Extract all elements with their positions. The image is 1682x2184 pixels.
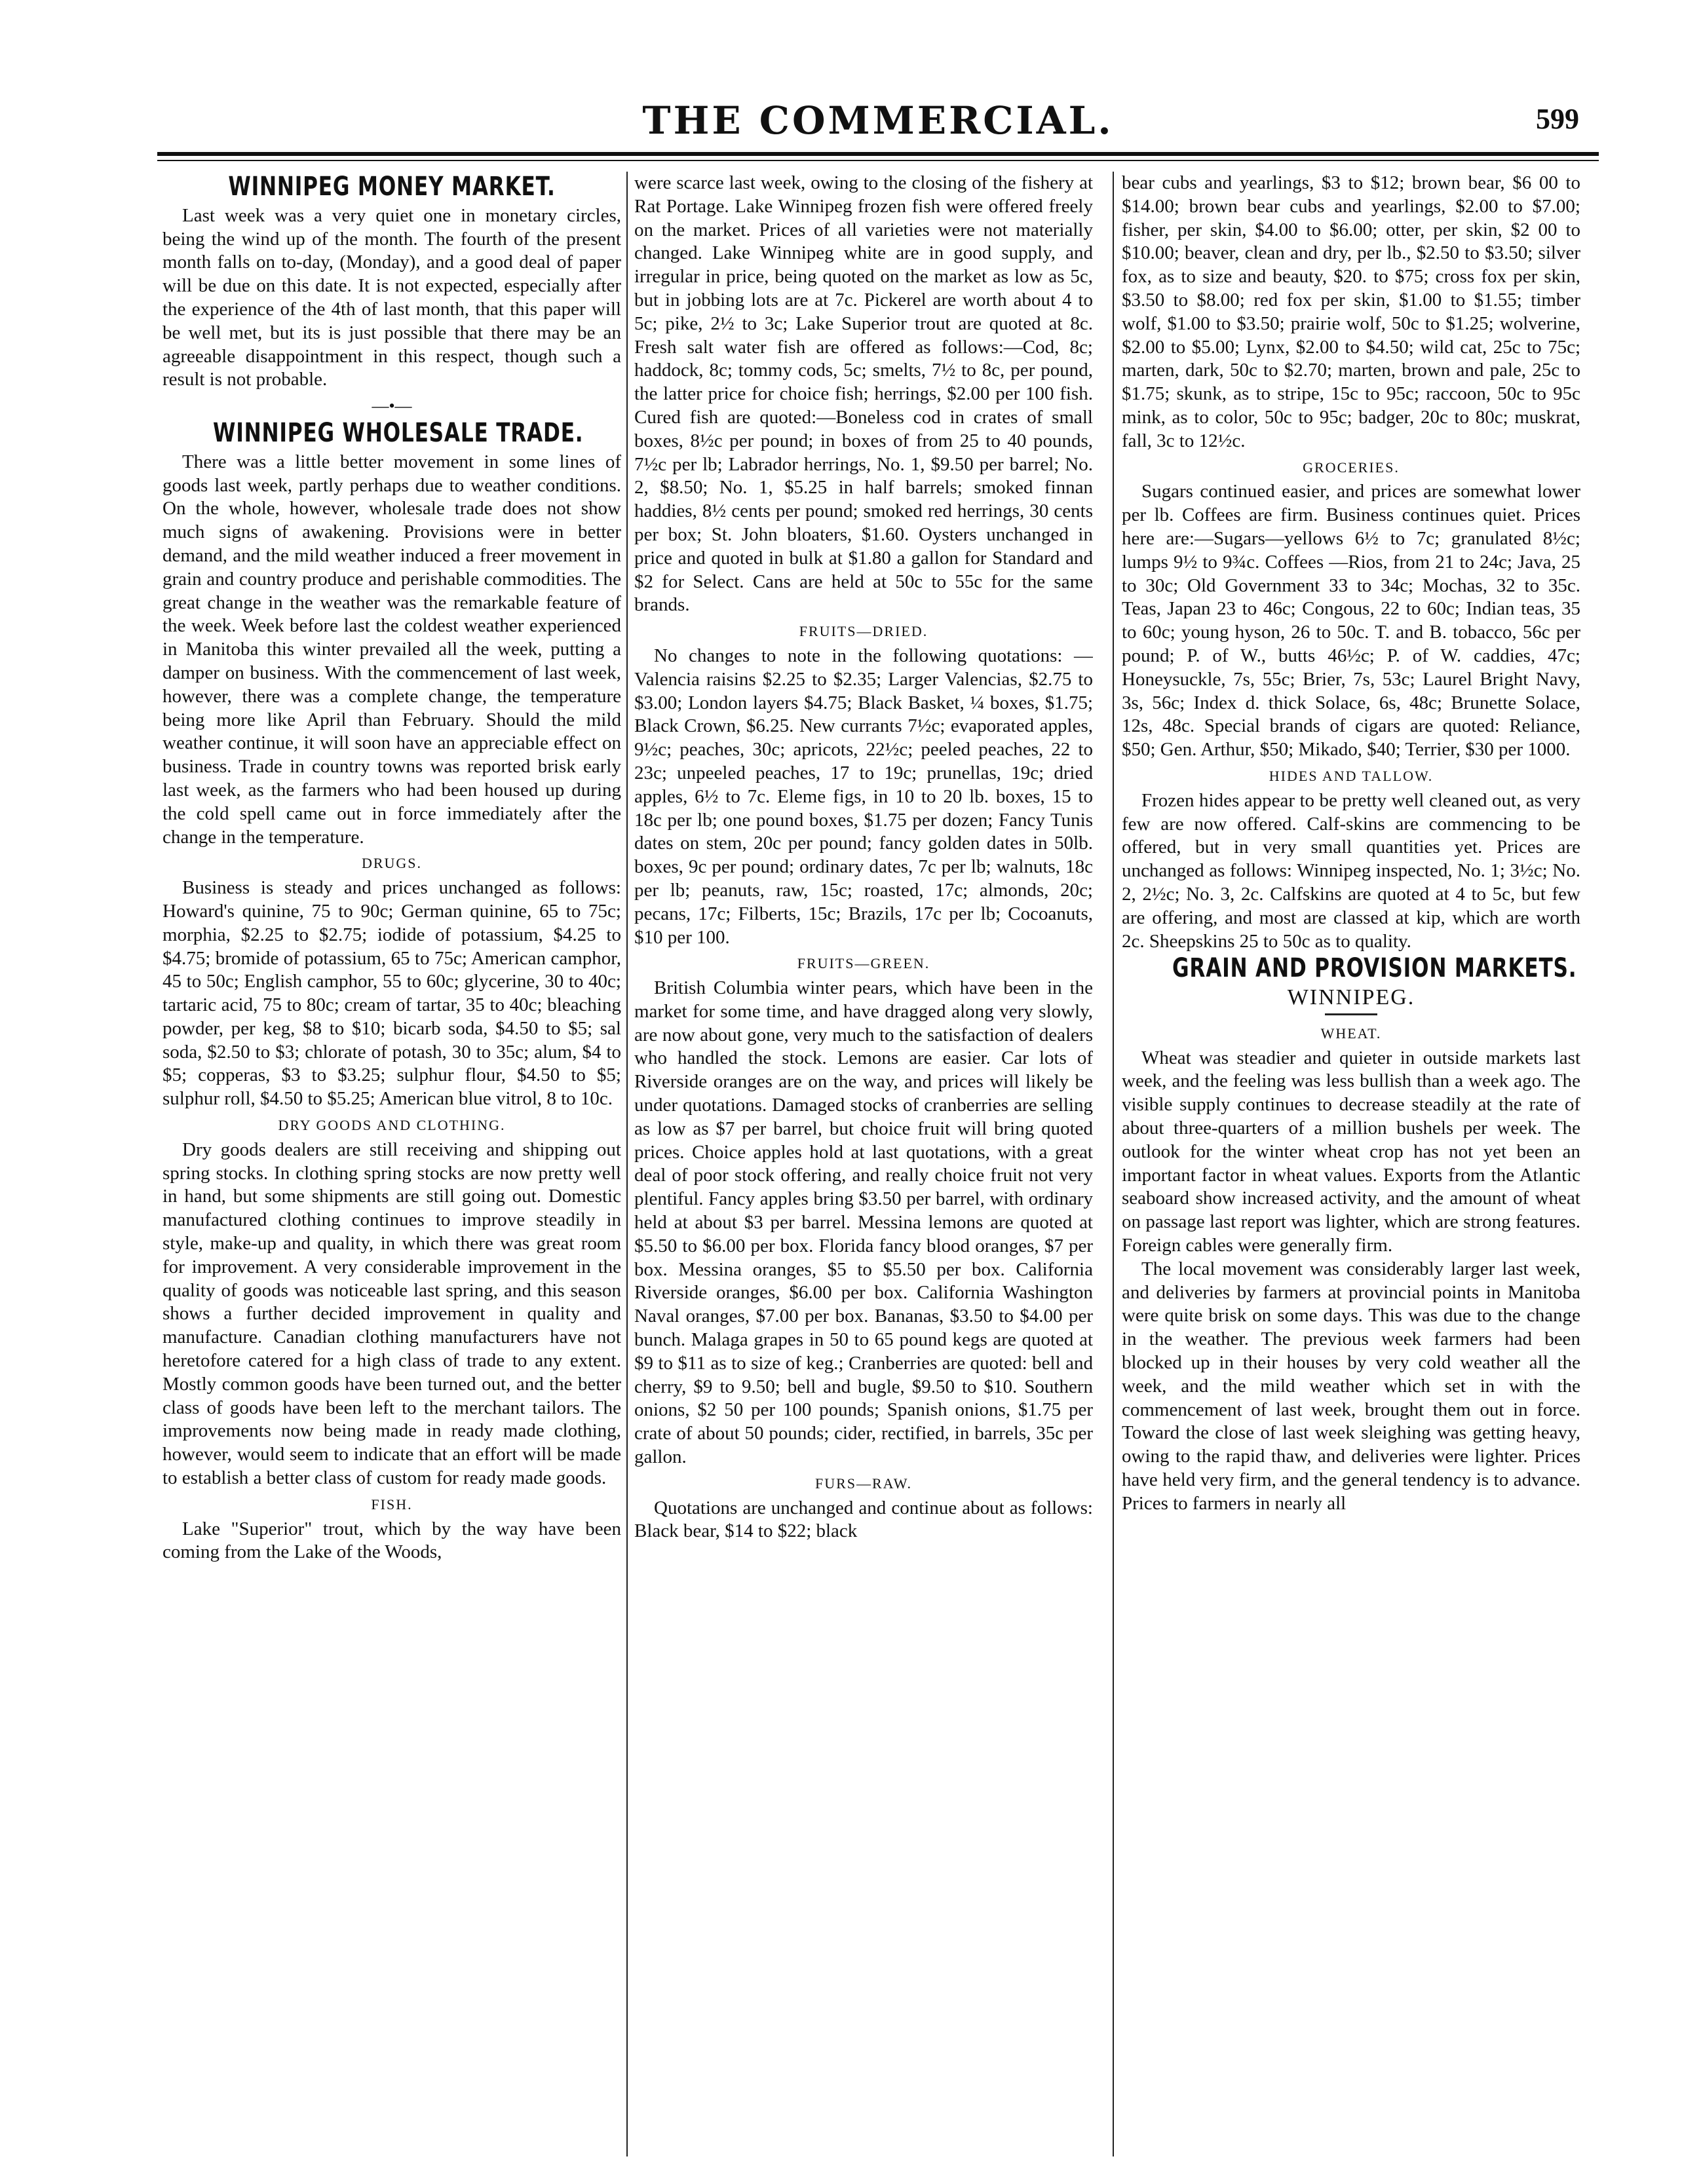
heading-grain-markets: GRAIN AND PROVISION MARKETS. <box>1172 953 1577 984</box>
ornament-divider: —•— <box>372 396 412 416</box>
paragraph: Sugars continued easier, and prices are somewhat lower per lb. Coffees are firm. Business continues quiet. Prices here are:—Sugars—yellows 6½ to 7c; granulated 8½c; lumps 9½ to 9¾c. Coffees —Rios, from 21 to 24c; Java, 25 to 30c; Old Government 33 to 34c; Mochas, 32 to 35c. Teas, Japan 23 to 46c; Congous, 22 to 60c; Indian teas, 35 to 60c; young hyson, 26 to 50c. T. and B. tobacco, 56c per pound; P. of W., butts 46½c; P. of W. caddies, 47c; Honeysuckle, 7s, 55c; Brier, 7s, 53c; Laurel Bright Navy, 3s, 56c; Index d. thick Solace, 6s, 48c; Brunette Solace, 12s, 48c. Special brands of cigars are quoted: Reliance, $50; Gen. Arthur, $50; Mikado, $40; Terrier, $30 per 1000. <box>1122 481 1580 761</box>
masthead-rule <box>157 152 1599 156</box>
column-divider <box>1113 172 1114 2156</box>
paragraph: No changes to note in the following quotations: — Valencia raisins $2.25 to $2.35; Larger Valencias, $2.75 to $3.00; London layers $4.75; Black Basket, ¼ boxes, $1.75; Black Crown, $6.25. New currants 7½c; evaporated apples, 9½c; peaches, 30c; apricots, 22½c; peeled peaches, 22 to 23c; unpeeled peaches, 17 to 19c; prunellas, 19c; dried apples, 6½ to 7c. Eleme figs, in 10 to 20 lb. boxes, 15 to 18c per lb; one pound boxes, $1.75 per dozen; Fancy Tunis dates on stem, 20c per pound; fancy golden dates in 50lb. boxes, 9c per pound; ordinary dates, 7c per lb; walnuts, 18c per lb; peanuts, raw, 15c; roasted, 17c; almonds, 20c; pecans, 17c; Filberts, 15c; Brazils, 17c per lb; Cocoanuts, $10 per 100. <box>634 645 1093 948</box>
column-divider <box>626 172 628 2156</box>
place-heading: WINNIPEG. <box>1287 985 1415 1010</box>
subheading-fruits-dried: FRUITS—DRIED. <box>799 623 928 640</box>
paragraph: Dry goods dealers are still receiving and shipping out spring stocks. In clothing spring stocks are now pretty well in hand, but some shipments are still going out. Domestic manufactured clothing continues to improve steadily in style, make-up and quality, in which there was great room for improvement. A very considerable improvement in the quality of goods was noticeable last spring, and this season shows a further decided improvement in quality and manufacture. Canadian clothing manufacturers have not heretofore catered for a high class of trade to any extent. Mostly common goods have been turned out, and the better class of goods have been left to the merchant tailors. The improvements now being made in ready made clothing, however, would seem to indicate that an effort will be made to establish a better class of custom for ready made goods. <box>162 1139 621 1489</box>
paragraph: were scarce last week, owing to the closing of the fishery at Rat Portage. Lake Winnipeg frozen fish were offered freely on the market. Prices of all varieties were not materially changed. Lake Winnipeg white are in good supply, and irregular in price, being quoted on the market as low as 5c, but in jobbing lots are at 7c. Pickerel are worth about 4 to 5c; pike, 2½ to 3c; Lake Superior trout are quoted at 8c. Fresh salt water fish are offered as follows:—Cod, 8c; haddock, 8c; tommy cods, 5c; smelts, 7½ to 8c, per pound, the latter price for choice fish; herrings, $2.00 per 100 fish. Cured fish are quoted:—Boneless cod in crates of small boxes, 8½c per pound; in boxes of from 25 to 40 pounds, 7½c per lb; Labrador herrings, No. 1, $9.50 per barrel; No. 2, $8.50; No. 1, $5.25 in half barrels; smoked finnan haddies, 8½ cents per pound; smoked red herrings, 30 cents per box; St. John bloaters, $1.60. Oysters unchanged in price and quoted in bulk at $1.80 a gallon for Standard and $2 for Select. Cans are held at 50c to 55c for the same brands. <box>634 172 1093 616</box>
paragraph: There was a little better movement in some lines of goods last week, partly perhaps due to weather conditions. On the whole, however, wholesale trade does not show much signs of awakening. Provisions were in better demand, and the mild weather induced a freer movement in grain and country produce and perishable commodities. The great change in the weather was the remarkable feature of the week. Week before last the coldest weather experienced in Manitoba this winter prevailed all the week, putting a damper on business. With the commencement of last week, however, there was a complete change, the temperature being more like April than February. Should the mild weather continue, it will soon have an appreciable effect on business. Trade in country towns was reported brisk early last week, as the farmers who had been housed up during the cold spell came out in force immediately after the change in the temperature. <box>162 451 621 848</box>
paragraph: bear cubs and yearlings, $3 to $12; brown bear, $6 00 to $14.00; brown bear cubs and yearlings, $2.00 to $7.00; fisher, per skin, $4.00 to $6.00; otter, per skin, $2 00 to $10.00; beaver, clean and dry, per lb., $2.50 to $3.50; silver fox, as to size and beauty, $20. to $75; cross fox per skin, $3.50 to $8.00; red fox per skin, $1.00 to $1.55; timber wolf, $1.00 to $3.50; prairie wolf, 50c to $1.25; wolverine, $2.00 to $5.00; Lynx, $2.00 to $4.50; wild cat, 25c to 75c; marten, dark, 50c to $2.70; marten, brown and pale, 25c to $1.75; skunk, as to stripe, 15c to 95c; raccoon, 50c to 95c mink, as to color, 50c to 95c; badger, 20c to 80c; muskrat, fall, 3c to 12½c. <box>1122 172 1580 451</box>
column-3 <box>1122 172 1580 2163</box>
paragraph: Last week was a very quiet one in monetary circles, being the wind up of the month. The fourth of the present month falls on to-day, (Monday), and a good deal of paper will be due on this date. It is not expected, especially after the experience of the 4th of last month, that this paper will be well met, but its is just possible that there may be an agreeable disappointment in this respect, though such a result is not probable. <box>162 204 621 390</box>
paragraph: British Columbia winter pears, which have been in the market for some time, and have dragged along very slowly, are now about gone, very much to the satisfaction of dealers who handled the stock. Lemons are easier. Car lots of Riverside oranges are on the way, and prices will likely be under quotations. Damaged stocks of cranberries are selling as low as $7 per barrel, but choice fruit will bring quoted prices. Choice apples hold at last quotations, with a great deal of poor stock offering, and really choice fruit not very plentiful. Fancy apples bring $3.50 per barrel, with ordinary held at about $3 per barrel. Messina lemons are quoted at $5.50 to $6.00 per box. Florida fancy blood oranges, $7 per box. Messina oranges, $5 to $5.50 per box. California Riverside oranges, $6.00 per box. California Washington Naval oranges, $7.00 per box. Bananas, $3.50 to $4.00 per bunch. Malaga grapes in 50 to 65 pound kegs are quoted at $9 to $11 as to size of keg.; Cranberries are quoted: bell and cherry, $9 to 9.50; bell and bugle, $9.50 to $10. Southern onions, $2 50 per 100 pounds; Spanish onions, $1.75 per crate of about 50 pounds; cider, rectified, in barrels, 35c per gallon. <box>634 977 1093 1468</box>
subheading-fruits-green: FRUITS—GREEN. <box>797 955 930 972</box>
paragraph: Wheat was steadier and quieter in outside markets last week, and the feeling was less bullish than a week ago. The visible supply continues to decrease steadily at the rate of about three-quarters of a million bushels per week. The outlook for the winter wheat crop has not yet been an important factor in wheat values. Exports from the Atlantic seaboard show increased activity, and the amount of wheat on passage last report was lighter, which are strong features. Foreign cables were generally firm. <box>1122 1047 1580 1256</box>
paragraph: Lake "Superior" trout, which by the way have been coming from the Lake of the Woods, <box>162 1518 621 1563</box>
column-2 <box>634 172 1093 2163</box>
paragraph: Quotations are unchanged and continue about as follows: Black bear, $14 to $22; black <box>634 1497 1093 1542</box>
subheading-fish: FISH. <box>371 1496 413 1513</box>
subheading-hides: HIDES AND TALLOW. <box>1269 767 1434 784</box>
masthead-rule-thin <box>157 160 1599 161</box>
subheading-drugs: DRUGS. <box>361 855 423 872</box>
subheading-groceries: GROCERIES. <box>1303 459 1400 476</box>
masthead-title: THE COMMERCIAL. <box>642 98 1114 143</box>
subheading-furs-raw: FURS—RAW. <box>814 1475 913 1492</box>
heading-money-market: WINNIPEG MONEY MARKET. <box>228 172 556 202</box>
subheading-wheat: WHEAT. <box>1320 1025 1382 1042</box>
paragraph: Business is steady and prices unchanged as follows: Howard's quinine, 75 to 90c; German quinine, 65 to 75c; morphia, $2.25 to $2.75; iodide of potassium, $4.25 to $4.75; bromide of potassium, 65 to 75c; American camphor, 45 to 50c; English camphor, 55 to 60c; glycerine, 30 to 40c; tartaric acid, 75 to 80c; cream of tartar, 35 to 40c; bleaching powder, per keg, $8 to $10; bicarb soda, $4.50 to $5; sal soda, $2.50 to $3; chlorate of potash, 30 to 35c; alum, $4 to $5; copperas, $3 to $3.25; sulphur flour, $4.50 to $5; sulphur roll, $4.50 to $5.25; American blue vitrol, 8 to 10c. <box>162 877 621 1110</box>
masthead <box>151 98 1605 144</box>
page-number: 599 <box>1536 103 1579 135</box>
short-rule <box>1325 1013 1377 1015</box>
column-1 <box>162 172 621 2163</box>
subheading-dry-goods: DRY GOODS AND CLOTHING. <box>278 1117 506 1134</box>
heading-wholesale-trade: WINNIPEG WHOLESALE TRADE. <box>213 417 584 448</box>
paragraph: The local movement was considerably larger last week, and deliveries by farmers at provincial points in Manitoba were quite brisk on some days. This was due to the change in the weather. The previous week farmers had been blocked up in their houses by very cold weather all the week, and the mild weather which set in with the commencement of last week, brought them out in force. Toward the close of last week sleighing was getting heavy, owing to the rapid thaw, and deliveries were lighter. Prices have held very firm, and the general tendency is to advance. Prices to farmers in nearly all <box>1122 1258 1580 1514</box>
paragraph: Frozen hides appear to be pretty well cleaned out, as very few are now offered. Calf-skins are commencing to be offered, but in very small quantities yet. Prices are unchanged as follows: Winnipeg inspected, No. 1; 3½c; No. 2, 2½c; No. 3, 2c. Calfskins are quoted at 4 to 5c, but few are offering, and most are classed at kip, which are worth 2c. Sheepskins 25 to 50c as to quality. <box>1122 789 1580 952</box>
